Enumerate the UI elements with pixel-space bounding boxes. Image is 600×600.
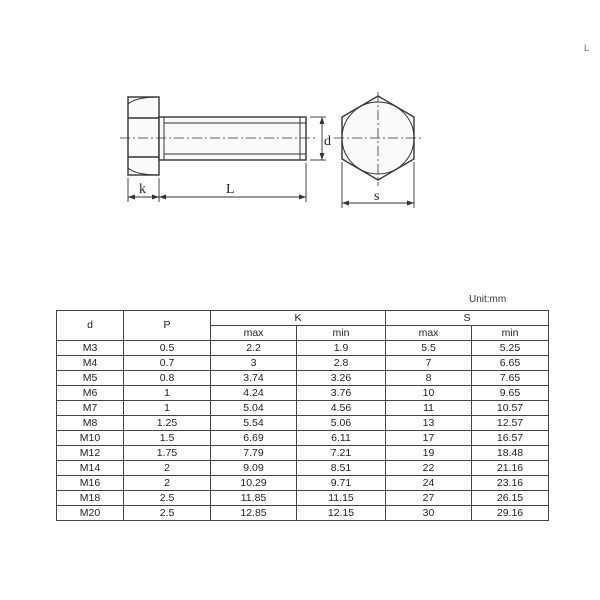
table-cell: 1 <box>124 386 211 401</box>
label-d: d <box>324 134 331 149</box>
table-cell: 2 <box>124 461 211 476</box>
table-cell: 2.5 <box>124 506 211 521</box>
table-cell: 24 <box>386 476 472 491</box>
table-cell: 6.11 <box>297 431 386 446</box>
table-cell: 11 <box>386 401 472 416</box>
bolt-shank <box>159 117 306 160</box>
header-k-min: min <box>297 326 386 341</box>
table-cell: 6.69 <box>211 431 297 446</box>
table-cell: 11.15 <box>297 491 386 506</box>
label-L: L <box>226 182 235 197</box>
table-cell: 27 <box>386 491 472 506</box>
table-cell: 1.25 <box>124 416 211 431</box>
table-cell: 7.79 <box>211 446 297 461</box>
table-cell: 22 <box>386 461 472 476</box>
table-cell: M12 <box>57 446 124 461</box>
table-cell: 3.74 <box>211 371 297 386</box>
table-cell: 10 <box>386 386 472 401</box>
table-cell: 0.5 <box>124 341 211 356</box>
table-cell: 5.25 <box>472 341 549 356</box>
table-cell: M20 <box>57 506 124 521</box>
table-cell: 5.06 <box>297 416 386 431</box>
spec-table <box>56 310 549 521</box>
table-cell: 3 <box>211 356 297 371</box>
table-row <box>57 341 549 356</box>
table-cell: M18 <box>57 491 124 506</box>
table-cell: 5.04 <box>211 401 297 416</box>
table-cell: 7 <box>386 356 472 371</box>
header-s-max: max <box>386 326 472 341</box>
table-cell: M3 <box>57 341 124 356</box>
table-cell: 18.48 <box>472 446 549 461</box>
table-cell: 7.65 <box>472 371 549 386</box>
table-cell: 1.75 <box>124 446 211 461</box>
unit-label: Unit:mm <box>469 294 507 305</box>
table-cell: 2.5 <box>124 491 211 506</box>
table-row <box>57 356 549 371</box>
table-cell: 17 <box>386 431 472 446</box>
table-cell: 2 <box>124 476 211 491</box>
table-row <box>57 476 549 491</box>
header-k-max: max <box>211 326 297 341</box>
table-cell: 4.56 <box>297 401 386 416</box>
corner-mark: L <box>584 43 590 53</box>
table-cell: 16.57 <box>472 431 549 446</box>
table-row <box>57 371 549 386</box>
table-cell: M5 <box>57 371 124 386</box>
table-cell: 8.51 <box>297 461 386 476</box>
header-S: S <box>386 311 549 326</box>
header-P: P <box>124 311 211 341</box>
table-row <box>57 446 549 461</box>
table-cell: 5.54 <box>211 416 297 431</box>
table-cell: 12.15 <box>297 506 386 521</box>
table-cell: 6.65 <box>472 356 549 371</box>
table-cell: 2.2 <box>211 341 297 356</box>
table-cell: 19 <box>386 446 472 461</box>
table-cell: 23.16 <box>472 476 549 491</box>
table-row <box>57 416 549 431</box>
table-cell: 30 <box>386 506 472 521</box>
table-cell: 0.7 <box>124 356 211 371</box>
table-row <box>57 506 549 521</box>
table-cell: 1.9 <box>297 341 386 356</box>
table-cell: 5.5 <box>386 341 472 356</box>
table-cell: 8 <box>386 371 472 386</box>
table-cell: 9.71 <box>297 476 386 491</box>
table-cell: 1.5 <box>124 431 211 446</box>
table-cell: 12.85 <box>211 506 297 521</box>
label-k: k <box>139 182 146 197</box>
table-cell: 12.57 <box>472 416 549 431</box>
table-row <box>57 461 549 476</box>
table-row <box>57 401 549 416</box>
table-row <box>57 491 549 506</box>
table-cell: M8 <box>57 416 124 431</box>
table-cell: 26.15 <box>472 491 549 506</box>
header-K: K <box>211 311 386 326</box>
table-cell: 2.8 <box>297 356 386 371</box>
table-cell: 7.21 <box>297 446 386 461</box>
table-cell: 10.57 <box>472 401 549 416</box>
table-cell: 3.76 <box>297 386 386 401</box>
table-header-row <box>57 311 549 326</box>
table-cell: M10 <box>57 431 124 446</box>
header-s-min: min <box>472 326 549 341</box>
table-cell: M6 <box>57 386 124 401</box>
table-cell: 11.85 <box>211 491 297 506</box>
table-row <box>57 386 549 401</box>
table-cell: 9.65 <box>472 386 549 401</box>
table-cell: 13 <box>386 416 472 431</box>
table-cell: 1 <box>124 401 211 416</box>
table-row <box>57 431 549 446</box>
table-cell: M4 <box>57 356 124 371</box>
table-cell: 4.24 <box>211 386 297 401</box>
bolt-head-side <box>128 97 159 175</box>
table-cell: 9.09 <box>211 461 297 476</box>
table-cell: 0.8 <box>124 371 211 386</box>
table-cell: 21.16 <box>472 461 549 476</box>
table-cell: 29.16 <box>472 506 549 521</box>
table-cell: M7 <box>57 401 124 416</box>
table-cell: 3.26 <box>297 371 386 386</box>
table-cell: M14 <box>57 461 124 476</box>
header-d: d <box>57 311 124 341</box>
bolt-head-end <box>334 92 422 186</box>
table-cell: M16 <box>57 476 124 491</box>
bolt-drawing <box>0 0 600 230</box>
table-cell: 10.29 <box>211 476 297 491</box>
label-s: s <box>374 189 380 204</box>
